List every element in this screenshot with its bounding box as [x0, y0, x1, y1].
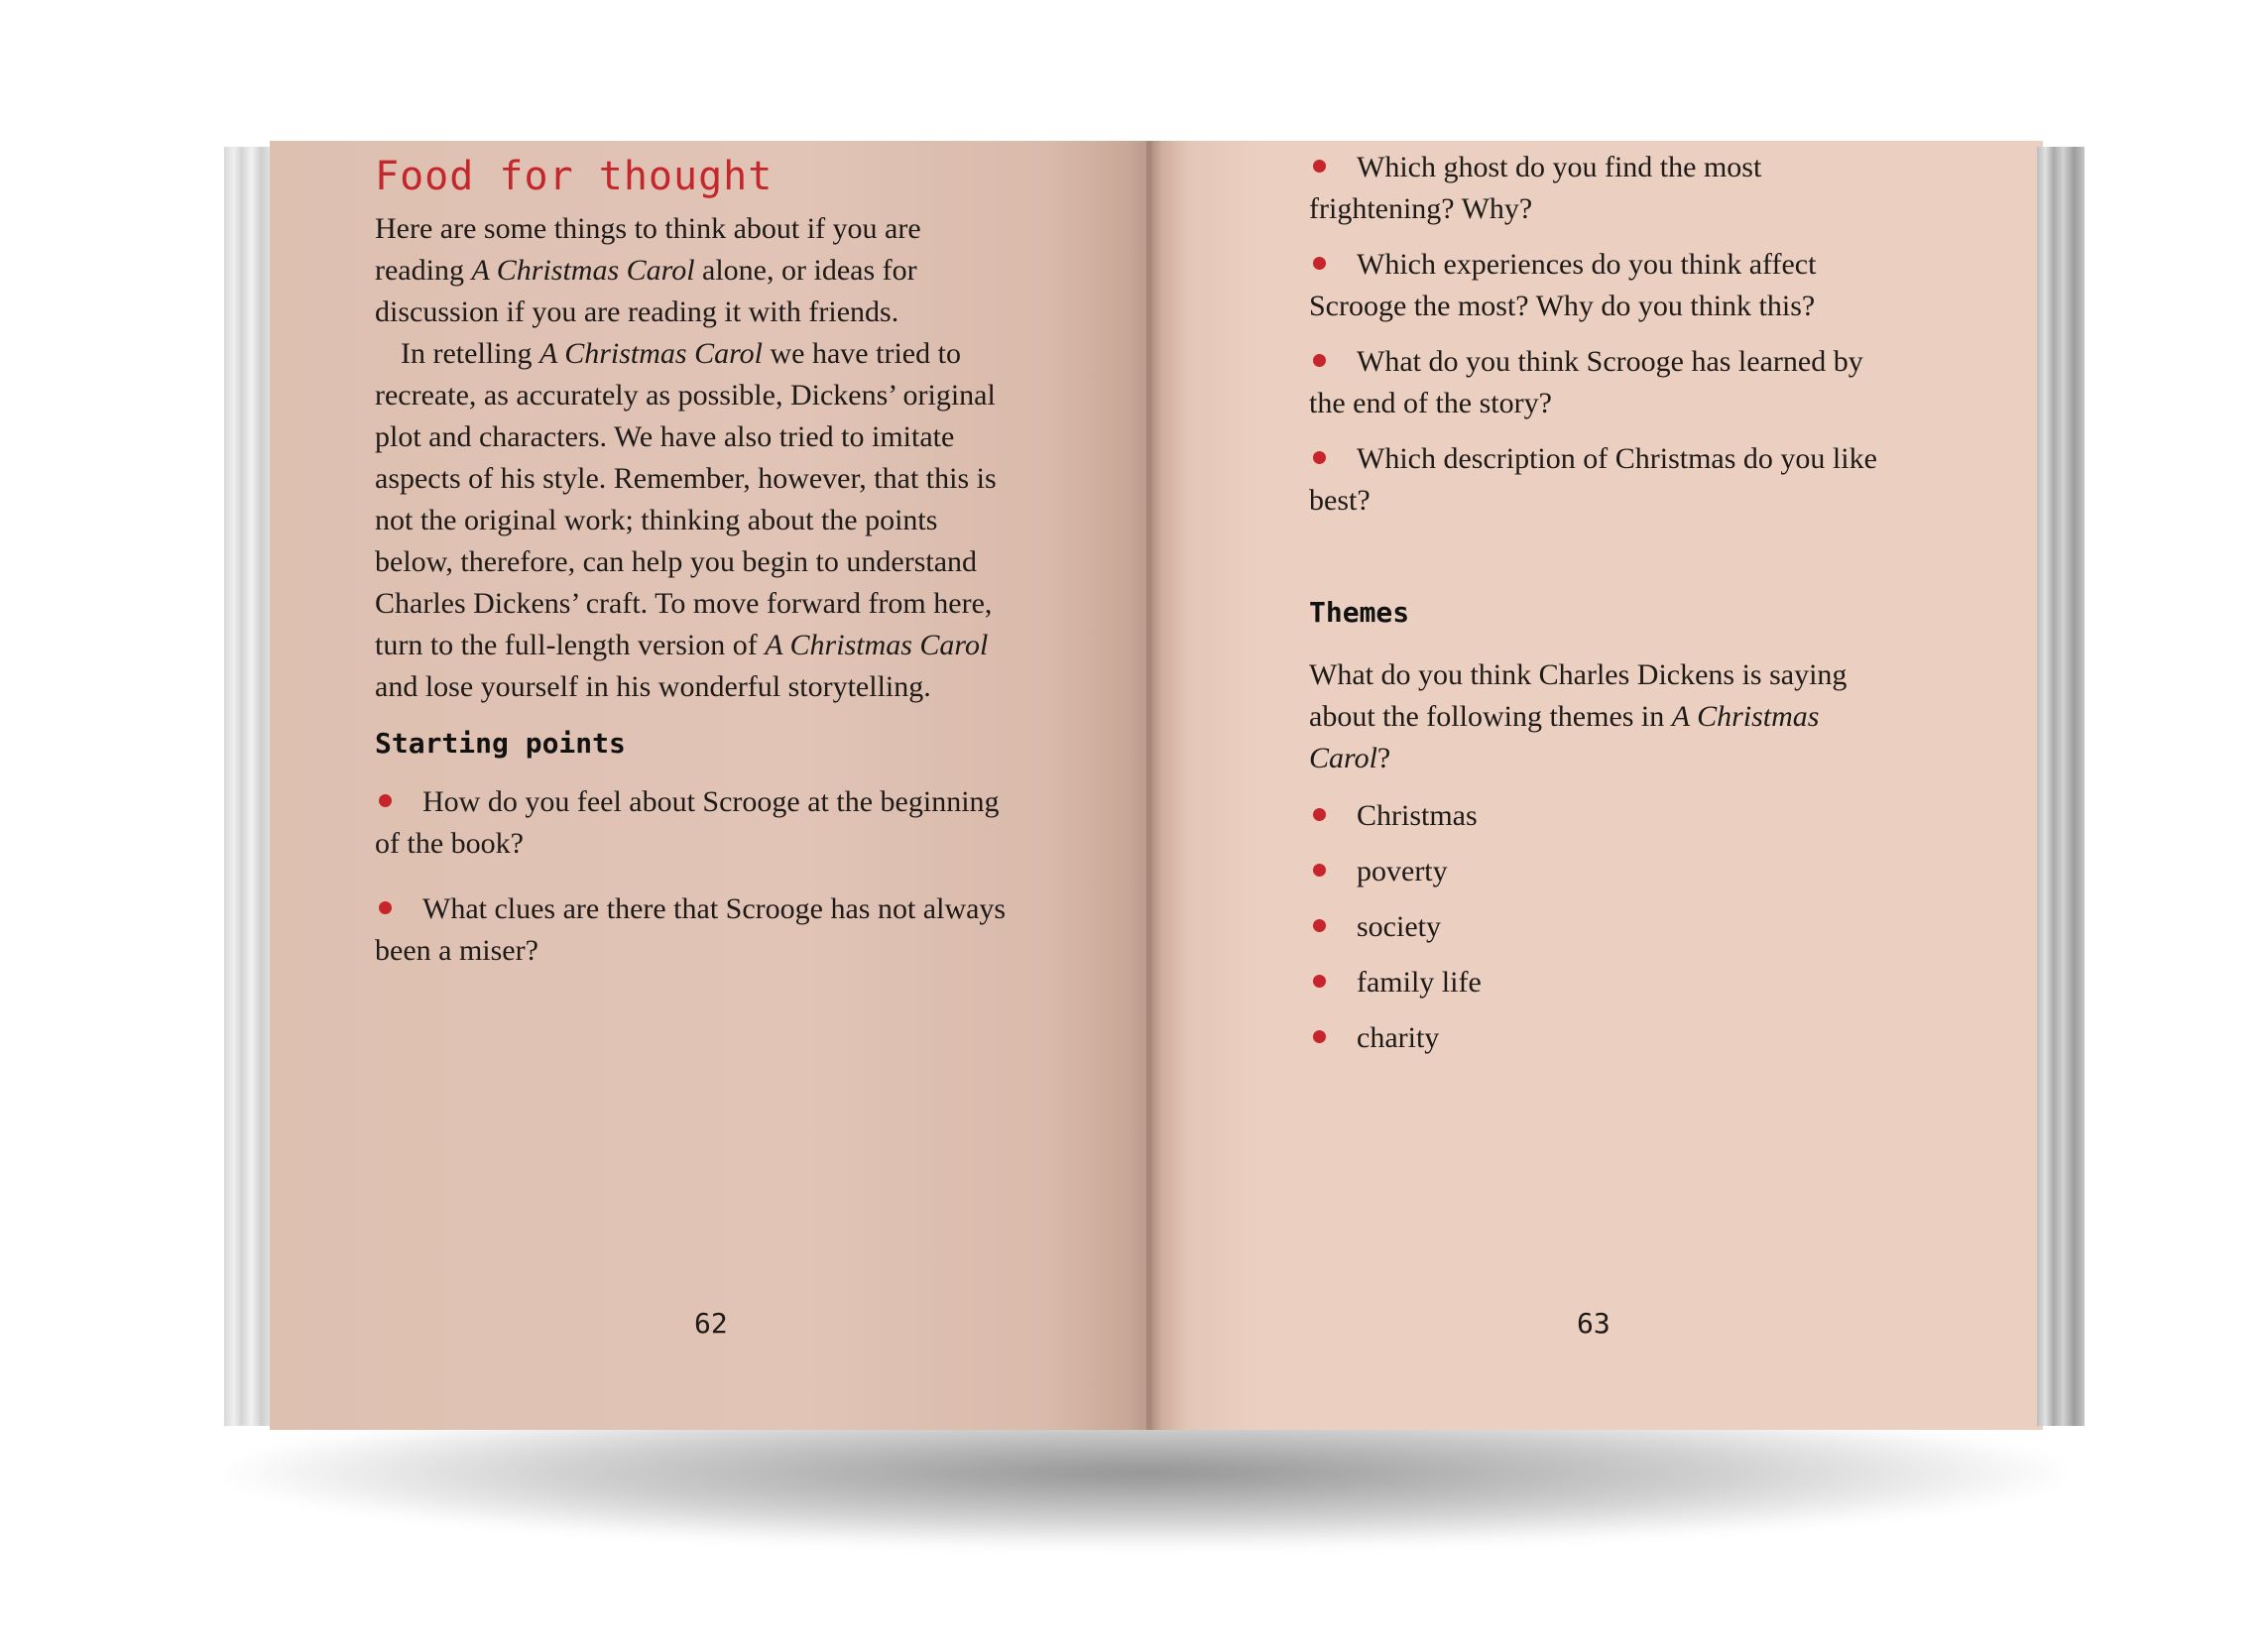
book-title-italic: A Christmas Carol — [1309, 700, 1820, 774]
bullet-dot-icon — [1313, 1030, 1326, 1043]
list-item-text: Which experiences do you think affect Scrooge the most? Why do you think this? — [1309, 248, 1817, 322]
book-title-italic: A Christmas Carol — [471, 254, 695, 287]
bullet-dot-icon — [1313, 354, 1326, 367]
questions-list — [1309, 147, 1894, 522]
list-item — [375, 781, 1010, 865]
starting-points-heading: Starting points — [375, 727, 626, 760]
bullet-dot-icon — [379, 794, 392, 807]
list-item-text: What do you think Scrooge has learned by the end of the story? — [1309, 345, 1863, 419]
list-item — [1309, 906, 1894, 948]
themes-intro — [1309, 654, 1894, 779]
list-item-text: Which description of Christmas do you like best? — [1309, 442, 1877, 517]
bullet-dot-icon — [1313, 257, 1326, 270]
bullet-dot-icon — [1313, 975, 1326, 988]
starting-points-list — [375, 781, 1010, 972]
bullet-dot-icon — [1313, 160, 1326, 173]
right-page-content — [1309, 147, 1894, 1059]
list-item — [1309, 341, 1894, 424]
page-number-left: 62 — [694, 1307, 728, 1340]
intro-text: In retelling — [401, 337, 539, 370]
intro-paragraph-2 — [375, 333, 1010, 708]
list-item — [1309, 147, 1894, 230]
bullet-dot-icon — [1313, 919, 1326, 932]
list-item-text: charity — [1357, 1021, 1440, 1054]
book-title-italic: A Christmas Carol — [538, 337, 764, 370]
list-item-text: poverty — [1357, 855, 1448, 887]
themes-intro-text: ? — [1376, 742, 1391, 774]
themes-intro-text: What do you think Charles Dickens is saying about the following themes in — [1309, 658, 1848, 733]
themes-heading: Themes — [1309, 596, 1410, 629]
list-item — [1309, 244, 1894, 327]
list-item — [1309, 851, 1894, 892]
bullet-dot-icon — [1313, 808, 1326, 821]
list-item-text: What clues are there that Scrooge has not always been a miser? — [375, 892, 1007, 967]
list-item-text: Which ghost do you find the most frightening? Why? — [1309, 151, 1762, 225]
list-item — [1309, 1017, 1894, 1059]
page-edges-right — [2037, 147, 2085, 1426]
intro-text: alone, or ideas for discussion if you are reading it with friends. — [375, 254, 917, 328]
bullet-dot-icon — [379, 901, 392, 914]
list-item-text: Christmas — [1357, 799, 1478, 832]
list-item-text: family life — [1357, 966, 1482, 999]
left-page-content — [375, 149, 1010, 972]
intro-paragraph-1 — [375, 208, 1010, 333]
page-title: Food for thought — [375, 154, 774, 199]
book-gutter — [1146, 141, 1160, 1430]
page-number-right: 63 — [1577, 1307, 1611, 1340]
page-edges-left — [224, 147, 274, 1426]
intro-text: Here are some things to think about if you are reading — [375, 212, 921, 287]
bullet-dot-icon — [1313, 864, 1326, 877]
list-item — [1309, 795, 1894, 837]
list-item-text: How do you feel about Scrooge at the beginning of the book? — [375, 785, 1000, 860]
themes-list — [1309, 795, 1894, 1059]
list-item-text: society — [1357, 910, 1441, 943]
list-item — [1309, 438, 1894, 522]
intro-text: and lose yourself in his wonderful storytelling. — [375, 670, 931, 703]
intro-text: we have tried to recreate, as accurately as possible, Dickens’ original plot and characters. We have also tried to imitate aspects of his style. Remember, however, that this is not the original work; thinking about the points below, therefore, can help you begin to understand Charles Dickens’ craft. To move forward from here, turn to the full-length version of — [375, 337, 997, 661]
list-item — [375, 888, 1010, 972]
book-title-italic: A Christmas Carol — [765, 629, 989, 661]
bullet-dot-icon — [1313, 451, 1326, 464]
list-item — [1309, 962, 1894, 1003]
